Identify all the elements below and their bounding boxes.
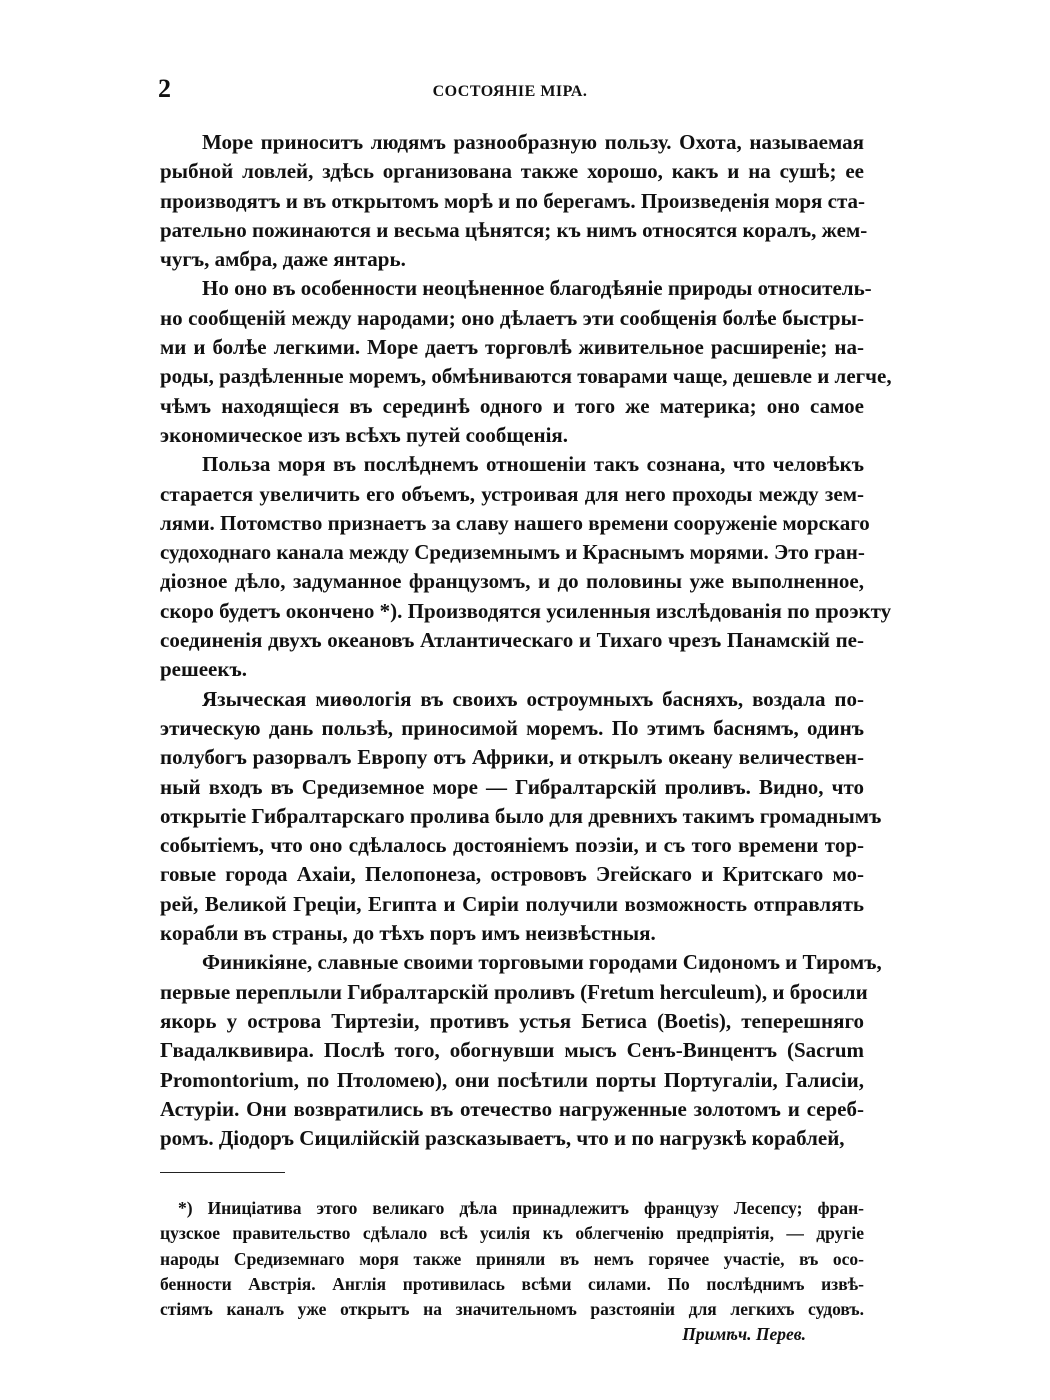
text-line: экономическое изъ всѣхъ путей сообщенія. (160, 422, 569, 447)
text-line: Море приноситъ людямъ разнообразную пользу. Охота, называемая (202, 130, 864, 154)
text-line: роды, раздѣленные моремъ, обмѣниваются товарами чаще, дешевле и легче, (160, 364, 892, 389)
text-line: скоро будетъ окончено *). Производятся усиленныя изслѣдованія по проэкту (160, 598, 892, 623)
text-line: старается увеличить его объемъ, устроивая для него проходы между зем- (160, 481, 864, 506)
text-line: чѣмъ находящіеся въ серединѣ одного и того же материка; оно самое (160, 393, 864, 418)
text-line: ми и болѣе легкими. Море даетъ торговлѣ живительное расширеніе; на- (160, 335, 864, 360)
paragraph (160, 948, 882, 1153)
text-line: первые переплыли Гибралтарскій проливъ (Fretum herculeum), и бросили (160, 979, 868, 1004)
text-line: рей, Великой Греціи, Египта и Сиріи получили возможность отправлять (160, 891, 864, 916)
footnote-line: цузское правительство сдѣлало всѣ усилія къ облегченію предпріятія, — другіе (160, 1223, 864, 1244)
footnote-line: стіямъ каналъ уже открытъ на значительномъ разстояніи для легкихъ судовъ. (160, 1299, 864, 1320)
text-line: открытіе Гибралтарскаго пролива было для древнихъ такимъ громаднымъ (160, 803, 882, 828)
text-line: чугъ, амбра, даже янтарь. (160, 247, 406, 272)
body-text (160, 128, 892, 1153)
text-line: этическую дань пользѣ, приносимой моремъ. По этимъ баснямъ, одинъ (160, 715, 864, 740)
text-line: соединенія двухъ океановъ Атлантическаго и Тихаго чрезъ Панамскій пе- (160, 628, 864, 653)
text-line: Астуріи. Они возвратились въ отечество нагруженные золотомъ и сереб- (160, 1096, 864, 1121)
paragraph (160, 685, 882, 949)
text-line: рыбной ловлей, здѣсь организована также хорошо, какъ и на сушѣ; ее (160, 159, 864, 184)
footnote-signature: Примѣч. Перев. (682, 1324, 806, 1345)
footnote (160, 1196, 864, 1348)
text-line: говые города Ахаіи, Пелопонеза, острововъ Эгейскаго и Критскаго мо- (160, 862, 864, 887)
text-line: лями. Потомство признаетъ за славу нашего времени сооруженіе морскаго (160, 510, 870, 535)
footnote-line: *) Иниціатива этого великаго дѣла принадлежитъ французу Лесепсу; фран- (178, 1198, 864, 1218)
text-line: діозное дѣло, задуманное французомъ, и до половины уже выполненное, (160, 569, 864, 594)
text-line: Гвадалквивира. Послѣ того, обогнувши мысъ Сенъ-Винцентъ (Sacrum (160, 1038, 864, 1063)
text-line: ромъ. Діодоръ Сицилійскій разсказываетъ, что и по нагрузкѣ кораблей, (160, 1126, 845, 1151)
text-line: но сообщеній между народами; оно дѣлаетъ эти сообщенія болѣе быстры- (160, 305, 864, 330)
running-title: СОСТОЯНІЕ МІРА. (432, 83, 588, 100)
footnote-divider (160, 1172, 285, 1173)
text-line: Promontorium, по Птоломею), они посѣтили порты Португаліи, Галисіи, (160, 1067, 864, 1092)
text-line: Языческая миѳологія въ своихъ остроумныхъ басняхъ, воздала по- (202, 686, 864, 711)
text-line: Польза моря въ послѣднемъ отношеніи такъ сознана, что человѣкъ (202, 452, 864, 477)
paragraph (160, 128, 868, 274)
text-line: рательно пожинаются и весьма цѣнятся; къ нимъ относятся коралъ, жем- (160, 217, 868, 242)
text-line: полубогъ разорвалъ Европу отъ Африки, и открылъ океану величествен- (160, 745, 864, 770)
page-number: 2 (158, 74, 171, 103)
text-line: якорь у острова Тиртезіи, противъ устья Бетиса (Boetis), теперешняго (160, 1008, 864, 1033)
text-line: Финикіяне, славные своими торговыми городами Сидономъ и Тиромъ, (202, 950, 882, 975)
paragraph (160, 450, 892, 684)
text-line: судоходнаго канала между Средиземнымъ и Краснымъ морями. Это гран- (160, 540, 865, 565)
text-line: ный входъ въ Средиземное море — Гибралтарскій проливъ. Видно, что (160, 774, 864, 799)
paragraph (160, 274, 892, 450)
text-line: решеекъ. (160, 657, 247, 682)
text-line: корабли въ страны, до тѣхъ поръ имъ неизвѣстныя. (160, 921, 656, 946)
footnote-line: бенности Австрія. Англія противилась всѣми силами. По послѣднимъ извѣ- (160, 1273, 864, 1294)
text-line: событіемъ, что оно сдѣлалось достояніемъ поэзіи, и съ того времени тор- (160, 833, 864, 858)
footnote-line: народы Средиземнаго моря также приняли въ немъ горячее участіе, въ осо- (160, 1248, 864, 1269)
text-line: Но оно въ особенности неоцѣненное благодѣяніе природы относитель- (202, 276, 872, 301)
text-line: производятъ и въ открытомъ морѣ и по берегамъ. Произведенія моря ста- (160, 188, 866, 213)
